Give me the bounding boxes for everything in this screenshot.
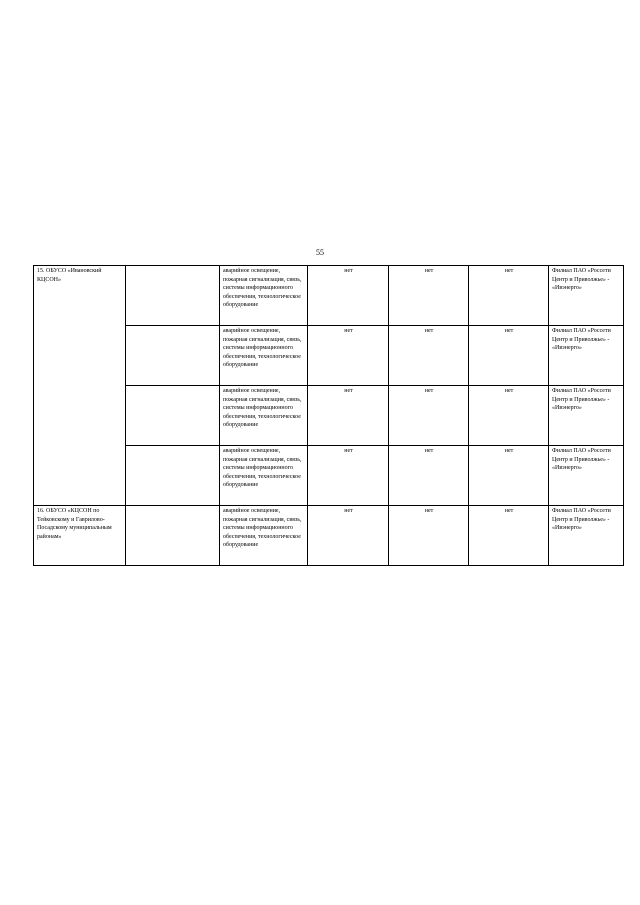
value-cell: нет <box>308 446 389 506</box>
value-cell: нет <box>389 446 469 506</box>
supplier-cell: Филиал ПАО «Россети Центр и Приволжье» - «Ивэнерго» <box>549 326 624 386</box>
value-cell: нет <box>308 326 389 386</box>
table-row <box>34 266 624 326</box>
org-cell: 15. ОБУСО «Ивановский КЦСОН» <box>34 266 126 506</box>
value-cell: нет <box>308 266 389 326</box>
empty-cell <box>126 506 220 566</box>
value-cell: нет <box>389 506 469 566</box>
value-cell: нет <box>389 386 469 446</box>
systems-cell: аварийное освещение, пожарная сигнализация, связь, системы информационного обеспечения, технологическое оборудование <box>220 446 308 506</box>
value-cell: нет <box>469 446 549 506</box>
systems-cell: аварийное освещение, пожарная сигнализация, связь, системы информационного обеспечения, технологическое оборудование <box>220 386 308 446</box>
supplier-cell: Филиал ПАО «Россети Центр и Приволжье» - «Ивэнерго» <box>549 506 624 566</box>
empty-cell <box>126 326 220 386</box>
empty-cell <box>126 446 220 506</box>
value-cell: нет <box>308 386 389 446</box>
table-row <box>34 506 624 566</box>
supplier-cell: Филиал ПАО «Россети Центр и Приволжье» - «Ивэнерго» <box>549 266 624 326</box>
document-table <box>33 265 624 566</box>
value-cell: нет <box>389 326 469 386</box>
value-cell: нет <box>308 506 389 566</box>
systems-cell: аварийное освещение, пожарная сигнализация, связь, системы информационного обеспечения, технологическое оборудование <box>220 506 308 566</box>
value-cell: нет <box>469 326 549 386</box>
value-cell: нет <box>469 386 549 446</box>
systems-cell: аварийное освещение, пожарная сигнализация, связь, системы информационного обеспечения, технологическое оборудование <box>220 326 308 386</box>
value-cell: нет <box>389 266 469 326</box>
value-cell: нет <box>469 266 549 326</box>
value-cell: нет <box>469 506 549 566</box>
empty-cell <box>126 386 220 446</box>
systems-cell: аварийное освещение, пожарная сигнализация, связь, системы информационного обеспечения, технологическое оборудование <box>220 266 308 326</box>
page-number: 55 <box>316 248 324 257</box>
empty-cell <box>126 266 220 326</box>
org-cell: 16. ОБУСО «КЦСОН по Тейковскому и Гаврилово-Посадскому муниципальным районам» <box>34 506 126 566</box>
supplier-cell: Филиал ПАО «Россети Центр и Приволжье» - «Ивэнерго» <box>549 386 624 446</box>
supplier-cell: Филиал ПАО «Россети Центр и Приволжье» - «Ивэнерго» <box>549 446 624 506</box>
